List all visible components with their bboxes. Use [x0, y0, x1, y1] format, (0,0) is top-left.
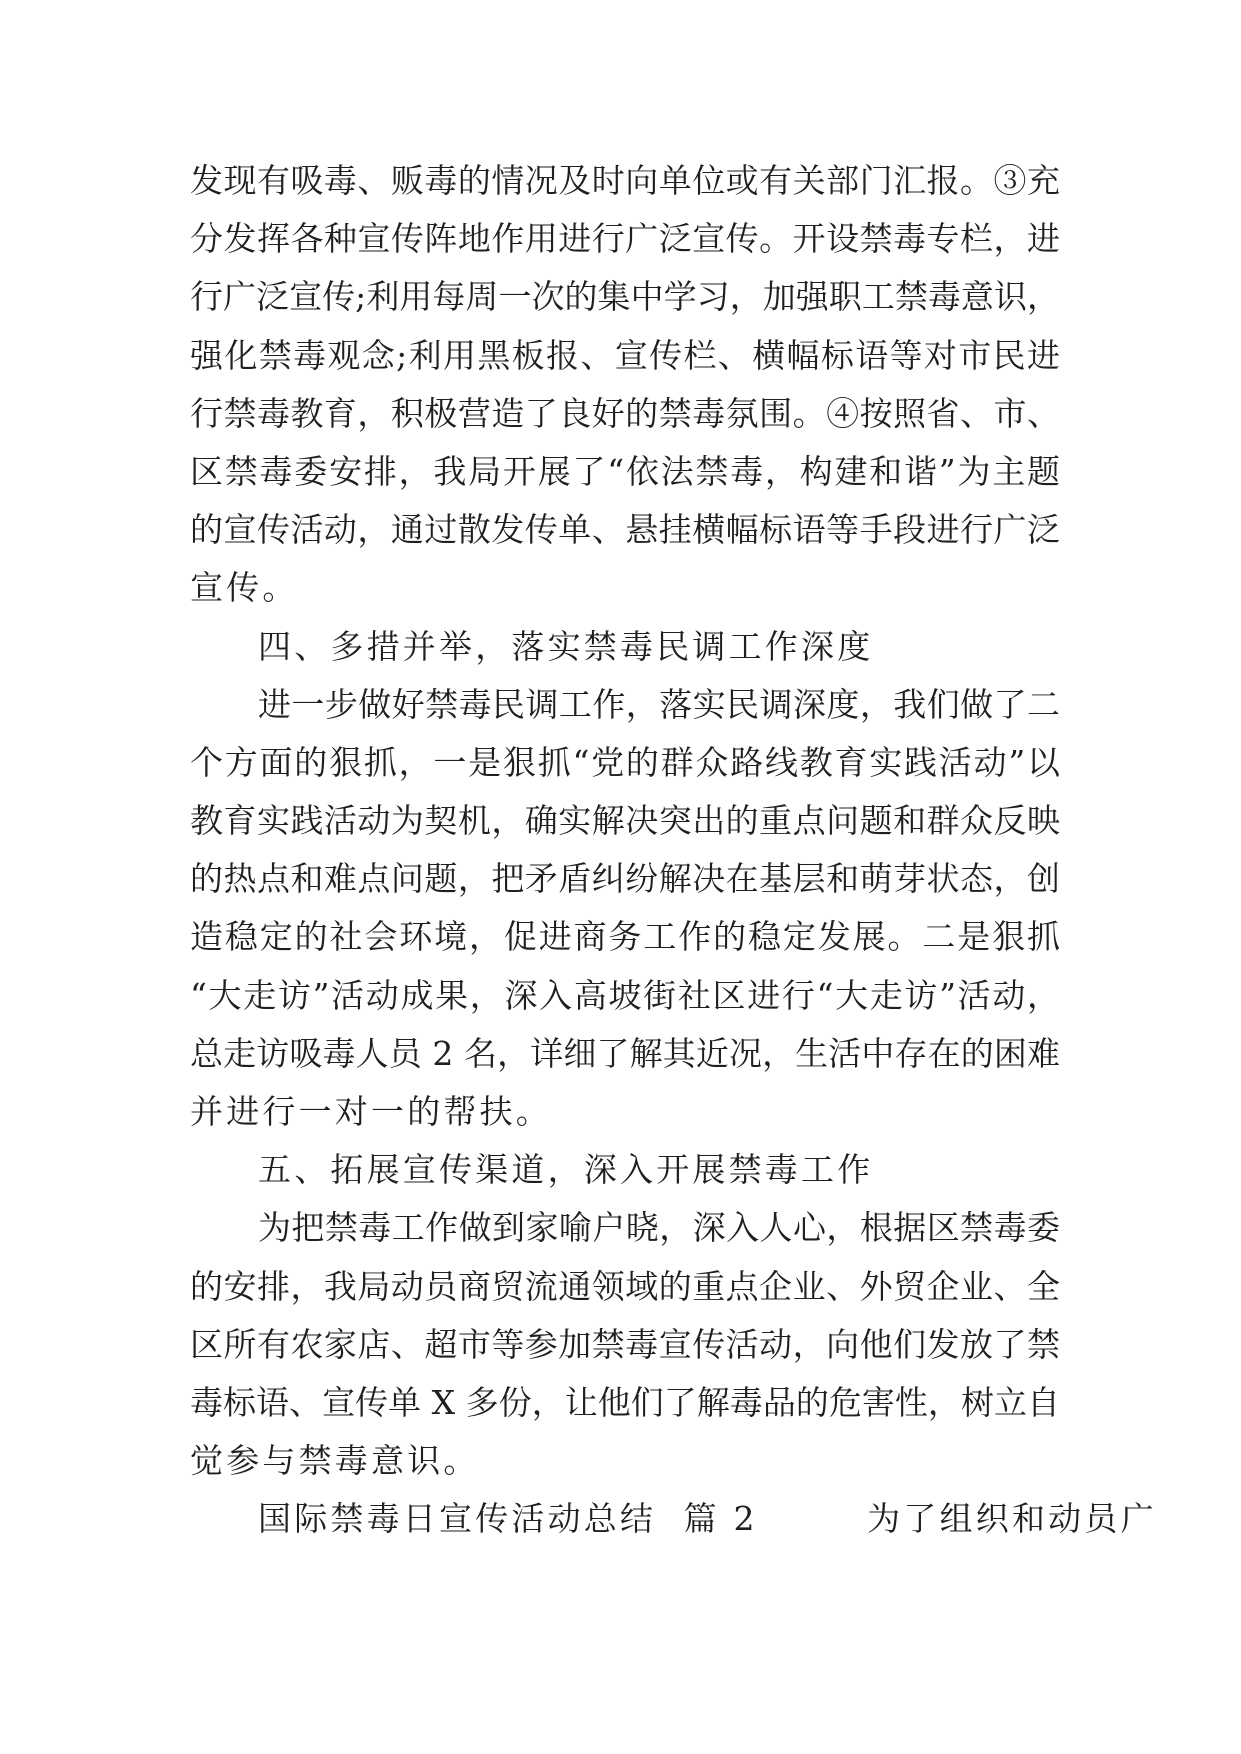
text-line: 为把禁毒工作做到家喻户晓，深入人心，根据区禁毒委 — [258, 1208, 1060, 1248]
text-line: 行广泛宣传;利用每周一次的集中学习，加强职工禁毒意识， — [190, 277, 1060, 317]
text-line: 教育实践活动为契机，确实解决突出的重点问题和群众反映 — [190, 801, 1060, 841]
section-heading-4: 四、多措并举，落实禁毒民调工作深度 — [258, 626, 874, 666]
text-line: 毒标语、宣传单 X 多份，让他们了解毒品的危害性，树立自 — [190, 1382, 1060, 1422]
text-line: 的安排，我局动员商贸流通领域的重点企业、外贸企业、全 — [190, 1266, 1060, 1306]
text-line: 行禁毒教育，积极营造了良好的禁毒氛围。④按照省、市、 — [190, 393, 1060, 433]
text-line: 造稳定的社会环境，促进商务工作的稳定发展。二是狠抓 — [190, 917, 1060, 957]
body-text — [190, 152, 1157, 1549]
text-line: 的热点和难点问题，把矛盾纠纷解决在基层和萌芽状态，创 — [190, 859, 1060, 899]
article-title-line: 国际禁毒日宣传活动总结 篇 2 为了组织和动员广 — [258, 1499, 1157, 1539]
text-line: 总走访吸毒人员 2 名，详细了解其近况，生活中存在的困难 — [190, 1033, 1060, 1073]
text-line: 觉参与禁毒意识。 — [190, 1441, 480, 1481]
text-line: 个方面的狠抓，一是狠抓“党的群众路线教育实践活动”以 — [190, 742, 1060, 782]
text-line: 并进行一对一的帮扶。 — [190, 1092, 552, 1131]
text-line: 进一步做好禁毒民调工作，落实民调深度，我们做了二 — [258, 684, 1060, 724]
text-line: 区所有农家店、超市等参加禁毒宣传活动，向他们发放了禁 — [190, 1324, 1060, 1364]
text-line: 强化禁毒观念;利用黑板报、宣传栏、横幅标语等对市民进 — [190, 335, 1060, 375]
text-line: 的宣传活动，通过散发传单、悬挂横幅标语等手段进行广泛 — [190, 510, 1060, 550]
text-line: “大走访”活动成果，深入高坡街社区进行“大走访”活动， — [190, 975, 1060, 1015]
section-heading-5: 五、拓展宣传渠道，深入开展禁毒工作 — [258, 1150, 874, 1190]
text-line: 宣传。 — [190, 568, 299, 608]
text-line: 分发挥各种宣传阵地作用进行广泛宣传。开设禁毒专栏，进 — [190, 219, 1060, 259]
text-line: 发现有吸毒、贩毒的情况及时向单位或有关部门汇报。③充 — [190, 161, 1060, 200]
text-line: 区禁毒委安排，我局开展了“依法禁毒，构建和谐”为主题 — [190, 451, 1060, 491]
